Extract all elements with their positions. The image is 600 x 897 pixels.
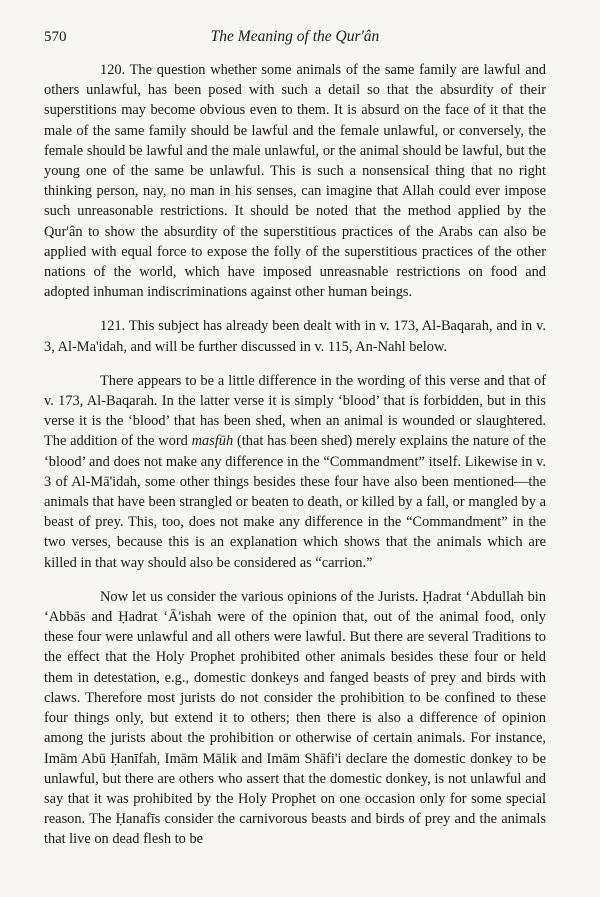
paragraph-text-after: (that has been shed) merely explains the nature of the ‘blood’ and does not make any difference in the “Commandment” itself. Likewise in v. 3 of Al-Mā'idah, some other things besides these four have also been mentioned—the animals that have been strangled or beaten to death, or killed by a fall, or mangled by a beast of prey. This, too, does not make any difference in the “Commandment” in the two verses, because this is an explanation which shows that the animals which are killed in that way should also be considered as “carrion.” [44,433,546,571]
note-120-paragraph: 120. The question whether some animals of the same family are lawful and others unlawful, has been posed with such a detail so that the absurdity of their superstitions may become obvious even to them. It is absurd on the face of it that the male of the same family should be lawful and the female unlawful, or conversely, the female should be lawful and the male unlawful, or the animal should be lawful, but the young one of the same be unlawful. This is such a nonsensical thing that no right thinking person, nay, no man in his senses, can imagine that Allah could ever impose such unreasonable restrictions. It should be noted that the method applied by the Qur'ân to show the absurdity of the superstitious practices of the Arabs can also be applied with equal force to expose the folly of the superstitious practices of the other nations of the world, which have imposed unreasnable restrictions on food and adopted inhuman indiscriminations against other human beings. [44,62,546,301]
paragraph-text-before: There appears to be a little difference in the wording of this verse and that of v. 173, Al-Baqarah. In the latter verse it is simply ‘blood’ that is forbidden, but in this verse it is the ‘blood’ that has been shed, when an animal is wounded or slaughtered. The addition of the word [44,372,546,450]
page-number: 570 [44,29,67,45]
body-text [44,60,546,850]
running-title: The Meaning of the Qur'ân [210,28,380,45]
italic-term: masfūh [191,433,234,450]
note-121-paragraph: 121. This subject has already been dealt with in v. 173, Al-Baqarah, and in v. 3, Al-Ma'idah, and will be further discussed in v. 115, An-Nahl below. [44,318,546,355]
wording-difference-paragraph [44,371,546,573]
jurists-opinions-paragraph: Now let us consider the various opinions of the Jurists. Ḥadrat ‘Abdullah bin ‘Abbās and Ḥadrat ‘Ā'ishah were of the opinion that, out of the animal food, only these four were unlawful and all others were lawful. But there are several Traditions to the effect that the Holy Prophet prohibited other animals besides these four or held them in detestation, e.g., domestic donkeys and fanged beasts of prey and birds with claws. Therefore most jurists do not consider the prohibition to be confined to these four things only, but extend it to others; then there is also a difference of opinion among the jurists about the prohibition or otherwise of certain animals. For instance, Imām Abū Ḥanīfah, Imām Mālik and Imām Shāfi'i declare the domestic donkey to be unlawful, but there are others who assert that the domestic donkey, is not unlawful and say that it was prohibited by the Holy Prophet on one occasion only for some special reason. The Ḥanafīs consider the carnivorous beasts and birds of prey and the animals that live on dead flesh to be [44,588,546,848]
page-header [44,26,546,48]
